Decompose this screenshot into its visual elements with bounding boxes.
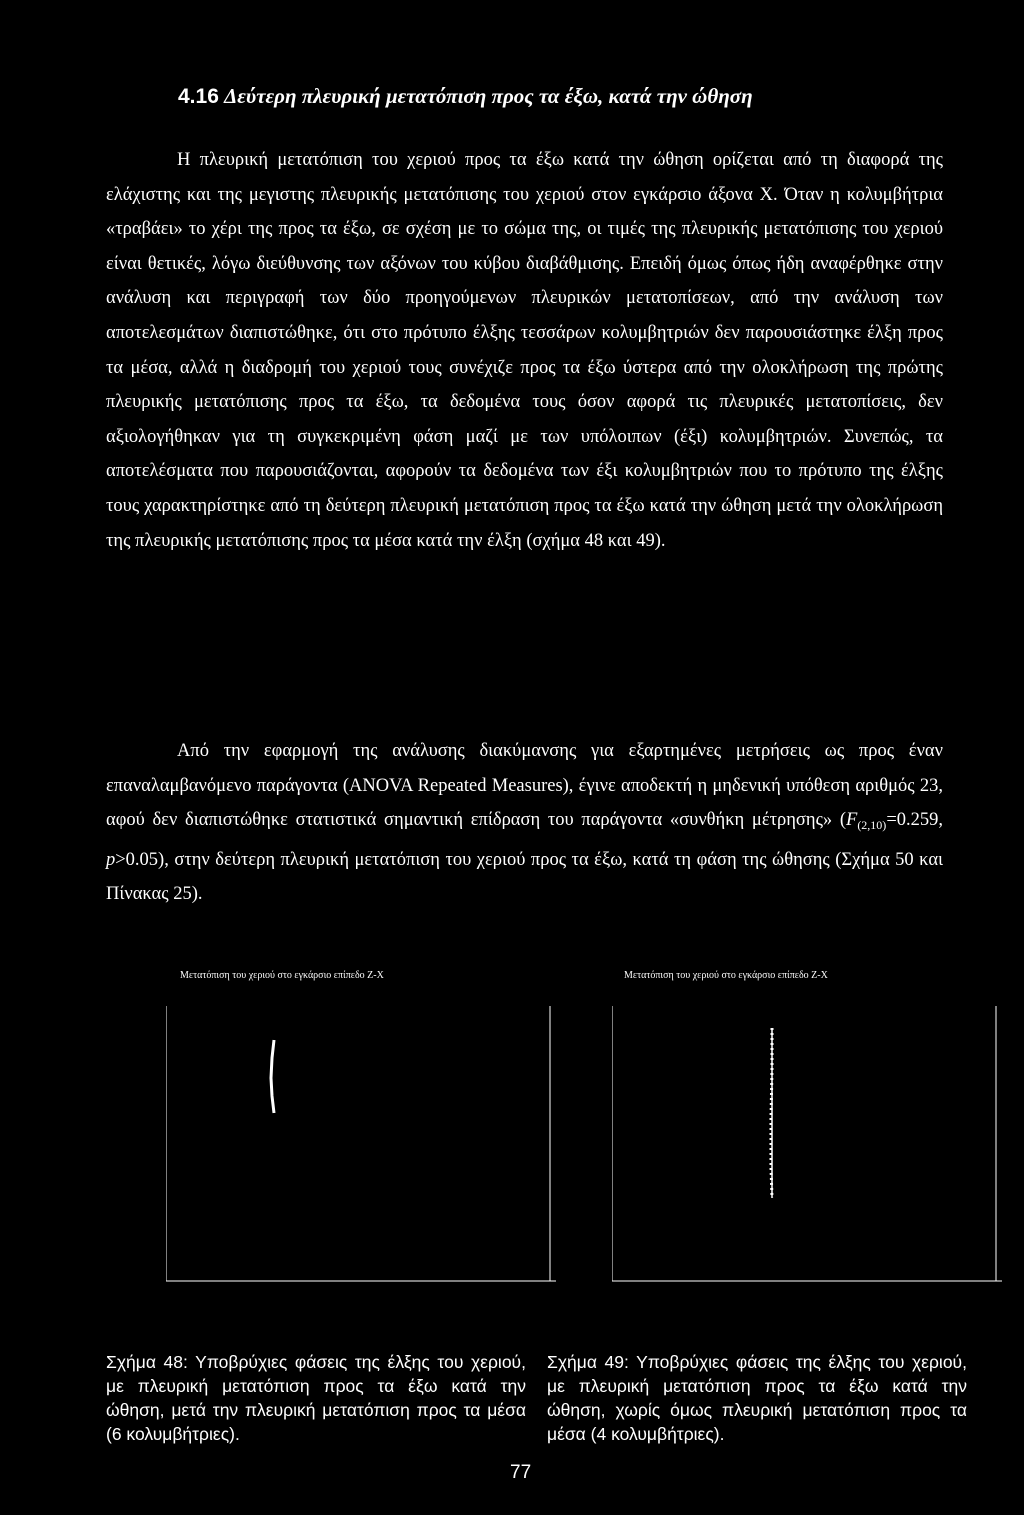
figure-49-plot xyxy=(612,968,1002,1288)
figure-48-title: Μετατόπιση του χεριού στο εγκάρσιο επίπεδο Z-X xyxy=(180,970,384,981)
p-symbol: p xyxy=(106,849,116,870)
figure-49-title: Μετατόπιση του χεριού στο εγκάρσιο επίπεδο Z-X xyxy=(624,970,828,981)
paragraph-1-text: Η πλευρική μετατόπιση του χεριού προς τα έξω κατά την ώθηση ορίζεται από τη διαφορά της ελάχιστης και της μεγιστης πλευρικής μετατόπισης του χεριού στον εγκάρσιο άξονα Χ. Όταν η κολυμβήτρια «τραβάει» το χέρι της προς τα έξω, σε σχέση με το σώμα της, οι τιμές της πλευρικής μετατόπισης του χεριού είναι θετικές, λόγω διεύθυνσης των αξόνων του κύβου διαβάθμισης. Επειδή όμως όπως ήδη αναφέρθηκε στην ανάλυση και περιγραφή των δύο προηγούμενων πλευρικών μετατοπίσεων, από την ανάλυση των αποτελεσμάτων διαπιστώθηκε, ότι στο πρότυπο έλξης τεσσάρων κολυμβητριών δεν παρουσιάστηκε έλξη προς τα μέσα, αλλά η διαδρομή του χεριού τους συνέχιζε προς τα έξω ύστερα από την ολοκλήρωση της πρώτης πλευρικής μετατόπισης προς τα έξω, τα δεδομένα τους όσον αφορά τις πλευρικές μετατοπίσεις, δεν αξιολογήθηκαν για τη συγκεκριμένη φάση μαζί με των υπόλοιπων (έξι) κολυμβητριών. Συνεπώς, τα αποτελέσματα που παρουσιάζονται, αφορούν τα δεδομένα των έξι κολυμβητριών που το πρότυπο της έλξης τους χαρακτηρίστηκε από τη δεύτερη πλευρική μετατόπιση προς τα έξω κατά την ώθηση μετά την ολοκλήρωση της πλευρικής μετατόπισης προς τα μέσα κατά την έλξη (σχήμα 48 και 49). xyxy=(106,150,943,551)
section-heading xyxy=(178,84,978,109)
figure-48-plot xyxy=(166,968,556,1288)
section-number: 4.16 xyxy=(178,85,219,108)
paragraph-1 xyxy=(106,143,943,558)
figure-48-caption: Σχήμα 48: Υποβρύχιες φάσεις της έλξης του χεριού, με πλευρική μετατόπιση προς τα έξω κατά την ώθηση, μετά την πλευρική μετατόπιση προς τα μέσα (6 κολυμβήτριες). xyxy=(106,1352,526,1444)
figure-48-chart xyxy=(166,968,556,1288)
paragraph-2-main: Από την εφαρμογή της ανάλυσης διακύμανσης για εξαρτημένες μετρήσεις ως προς έναν επαναλαμβανόμενο παράγοντα (ANOVA Repeated Measures), έγινε αποδεκτή η μηδενική υπόθεση αριθμός 23, αφού δεν διαπιστώθηκε στατιστικά σημαντική επίδραση του παράγοντα «συνθήκη μέτρησης» ( xyxy=(106,741,943,831)
page-number: 77 xyxy=(510,1462,532,1483)
paragraph-2 xyxy=(106,734,943,912)
paragraph-2-text xyxy=(106,734,943,912)
f-statistic-value: =0.259, xyxy=(886,810,943,831)
paragraph-2-end: >0.05), στην δεύτερη πλευρική μετατόπιση του χεριού προς τα έξω, κατά τη φάση της ώθησης (Σχήμα 50 και Πίνακας 25). xyxy=(106,849,943,905)
f-statistic-symbol: F xyxy=(846,810,858,831)
figure-49-chart xyxy=(612,968,1002,1288)
figure-48-hand-path xyxy=(271,1040,274,1113)
f-degrees-of-freedom: (2,10) xyxy=(857,818,887,833)
section-title: Δεύτερη πλευρική μετατόπιση προς τα έξω, κατά την ώθηση xyxy=(224,84,753,108)
figure-49-caption: Σχήμα 49: Υποβρύχιες φάσεις της έλξης του χεριού, με πλευρική μετατόπιση προς τα έξω κατά την ώθηση, χωρίς όμως πλευρική μετατόπιση προς τα μέσα (4 κολυμβήτριες). xyxy=(547,1352,967,1444)
